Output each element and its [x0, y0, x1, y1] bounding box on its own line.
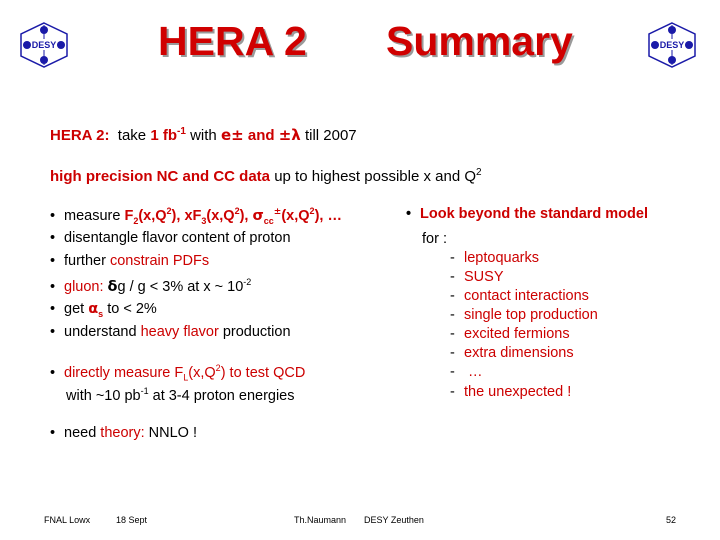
right-item: - excited fermions [450, 326, 570, 342]
precision-line: high precision NC and CC data up to highest possible x and $Q^2$ [50, 167, 482, 185]
footer-author: Th.Naumann [294, 515, 347, 525]
right-heading: • Look beyond the standard model [406, 206, 648, 222]
bullet-constrain: • further constrain PDFs [50, 253, 210, 269]
page-number: 52 [666, 515, 677, 525]
desy-logo-left [18, 22, 70, 68]
footer-org: DESY Zeuthen [364, 515, 424, 525]
right-for: for : [422, 231, 447, 247]
bullet-measure: • measure $F_2(x,Q^2)$, $xF_3(x,Q^2)$, $\sigma_{cc}^\pm(x,Q^2)$, … [50, 206, 342, 226]
bullet-disentangle: • disentangle flavor content of proton [50, 230, 291, 246]
bullet-fl: • directly measure $F_L(x,Q^2)$ to test QCD [50, 363, 306, 383]
hera2-line: HERA 2: take 1 $fb^{-1}$ with e± and ±λ till 2007 [50, 126, 357, 144]
title-part2: Summary [386, 18, 573, 64]
right-item: - the unexpected ! [450, 384, 572, 400]
lumi: 1 $fb^{-1}$ [150, 126, 186, 144]
hera2-label: HERA 2: [50, 127, 110, 144]
title-part1: HERA 2 [158, 18, 307, 64]
footer-event: FNAL Lowx [44, 515, 91, 525]
bullet-gluon: • gluon: δg / g < 3% at x ~ $10^{-2}$ [50, 277, 252, 295]
bullet-theory: • need theory: NNLO ! [50, 425, 198, 441]
logo-left-text: DESY [31, 40, 57, 50]
right-item: - … [450, 364, 483, 380]
right-item: - contact interactions [450, 288, 589, 304]
footer-date: 18 Sept [116, 515, 148, 525]
right-item: - single top production [450, 307, 598, 323]
bullet-heavy-flavor: • understand heavy flavor production [50, 324, 291, 340]
bullet-fl-cont: with ~10 $pb^{-1}$ at 3-4 proton energies [66, 386, 295, 404]
right-item: - extra dimensions [450, 345, 574, 361]
precision-highlight: high precision NC and CC data [50, 168, 271, 185]
logo-right-text: DESY [659, 40, 685, 50]
right-item: - SUSY [450, 269, 504, 285]
right-item: - leptoquarks [450, 250, 539, 266]
desy-logo-right [646, 22, 698, 68]
bullet-alphas: • get $\alpha_s$ to < 2% [50, 301, 157, 319]
